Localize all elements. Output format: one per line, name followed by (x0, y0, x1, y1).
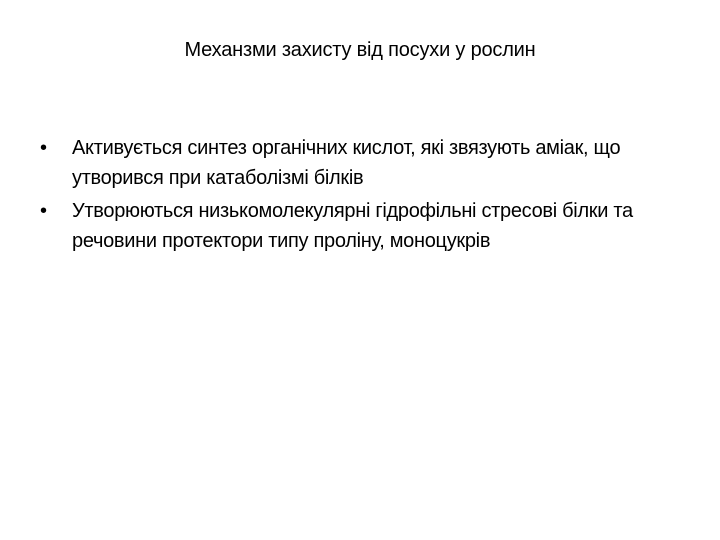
bullet-text: Активується синтез органічних кислот, які звязують аміак, що утворився при катаболізмі білків (72, 137, 621, 189)
bullet-text: Утворюються низькомолекулярні гідрофільні стресові білки та речовини протектори типу проліну, моноцукрів (72, 200, 633, 252)
bullet-item (38, 196, 688, 256)
bullet-item (38, 133, 688, 193)
slide-title: Механзми захисту від посухи у рослин (184, 39, 536, 61)
bullet-icon: • (40, 137, 47, 159)
bullet-icon: • (40, 200, 47, 222)
bullet-list (38, 133, 688, 259)
